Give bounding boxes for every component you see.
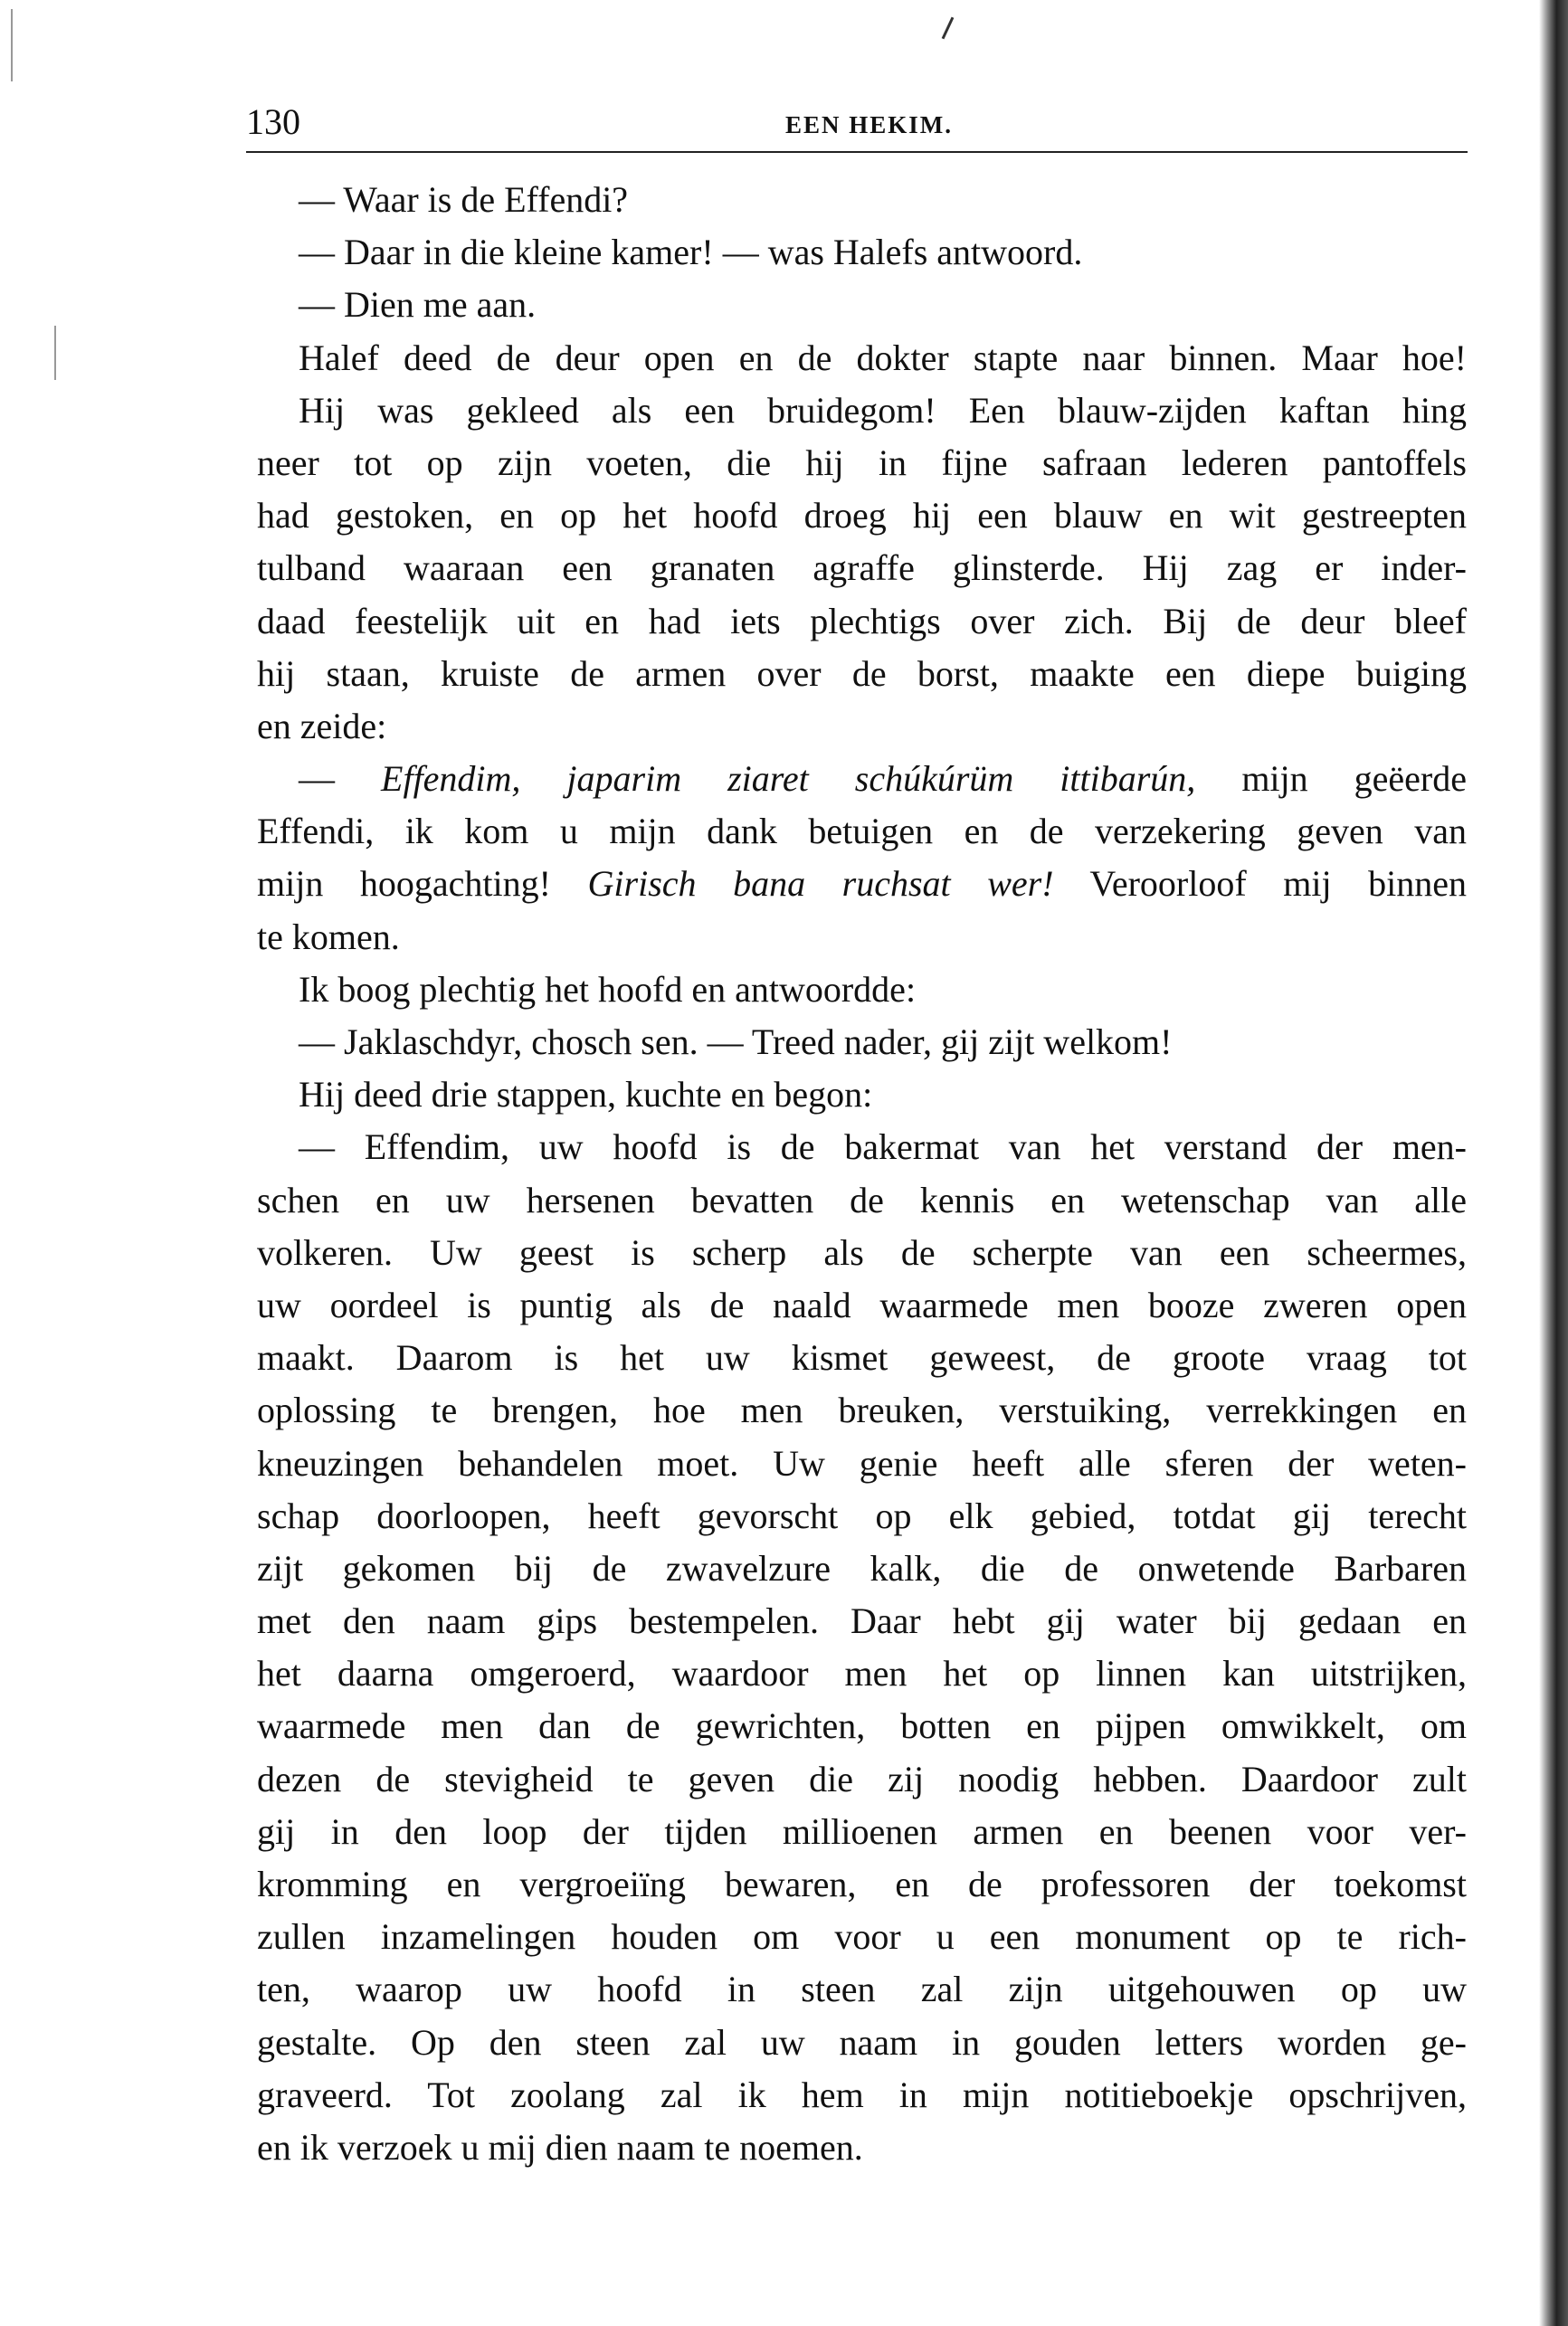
text-line	[257, 2017, 1467, 2069]
text-line	[257, 1490, 1467, 1543]
text-segment: uw oordeel is puntig als de naald waarmede men booze zweren open	[257, 1284, 1467, 1325]
text-segment: mijn geëerde	[1195, 758, 1467, 800]
text-line	[257, 1279, 1467, 1332]
page-number: 130	[246, 101, 300, 142]
text-line	[257, 1121, 1467, 1173]
text-line	[257, 1227, 1467, 1279]
scan-margin-mark	[54, 326, 56, 380]
text-line	[257, 542, 1467, 594]
text-segment: oplossing te brengen, hoe men breuken, verstuiking, verrekkingen en	[257, 1390, 1467, 1431]
text-line	[257, 174, 1467, 226]
text-segment: met den naam gips bestempelen. Daar hebt gij water bij gedaan en	[257, 1600, 1467, 1642]
text-segment: het daarna omgeroerd, waardoor men het op linnen kan uitstrijken,	[257, 1653, 1467, 1695]
text-line	[257, 753, 1467, 805]
text-segment: dezen de stevigheid te geven die zij noodig hebben. Daardoor zult	[257, 1758, 1467, 1799]
text-segment: — Waar is de Effendi?	[299, 179, 629, 220]
text-segment: Veroorloof mij binnen	[1053, 863, 1467, 905]
text-line	[257, 648, 1467, 700]
body-text	[257, 174, 1467, 2174]
header-rule	[246, 151, 1468, 153]
scan-margin-mark	[11, 9, 13, 81]
text-segment: mijn hoogachting!	[257, 863, 588, 905]
scan-pen-mark	[942, 17, 955, 40]
text-line	[257, 1753, 1467, 1806]
text-line	[257, 1911, 1467, 1963]
text-line	[257, 1384, 1467, 1437]
text-line	[257, 1700, 1467, 1752]
text-segment: — Daar in die kleine kamer! — was Halefs antwoord.	[299, 232, 1083, 273]
text-line	[257, 700, 1467, 753]
italic-text: Effendim, japarim ziaret schúkúrüm ittibarún,	[381, 758, 1196, 800]
text-segment: Ik boog plechtig het hoofd en antwoordde:	[299, 968, 917, 1010]
scan-edge-shadow	[1539, 0, 1568, 2326]
text-line	[257, 226, 1467, 279]
text-segment: — Dien me aan.	[299, 284, 537, 326]
text-line	[257, 1174, 1467, 1227]
text-segment: — Effendim, uw hoofd is de bakermat van het verstand der men-	[299, 1126, 1467, 1168]
text-line	[257, 2122, 1467, 2174]
text-line	[257, 1647, 1467, 1700]
text-line	[257, 332, 1467, 385]
text-line	[257, 1068, 1467, 1121]
text-segment: en ik verzoek u mij dien naam te noemen.	[257, 2126, 863, 2168]
text-segment: tulband waaraan een granaten agraffe glinsterde. Hij zag er inder-	[257, 547, 1467, 589]
text-segment: zijt gekomen bij de zwavelzure kalk, die de onwetende Barbaren	[257, 1547, 1467, 1589]
text-segment: had gestoken, en op het hoofd droeg hij een blauw en wit gestreepten	[257, 495, 1467, 536]
text-line	[257, 279, 1467, 331]
running-head: EEN HEKIM.	[785, 111, 954, 138]
text-segment: —	[299, 758, 382, 800]
text-line	[257, 1595, 1467, 1647]
text-segment: gij in den loop der tijden millioenen armen en beenen voor ver-	[257, 1810, 1467, 1852]
text-line	[257, 437, 1467, 489]
text-segment: zullen inzamelingen houden om voor u een monument op te rich-	[257, 1916, 1467, 1958]
text-segment: hij staan, kruiste de armen over de borst, maakte een diepe buiging	[257, 652, 1467, 694]
text-segment: kromming en vergroeiïng bewaren, en de professoren der toekomst	[257, 1864, 1467, 1904]
text-line	[257, 1806, 1467, 1858]
text-line	[257, 1543, 1467, 1595]
text-segment: kneuzingen behandelen moet. Uw genie heeft alle sferen der weten-	[257, 1442, 1467, 1484]
text-segment: Halef deed de deur open en de dokter stapte naar binnen. Maar hoe!	[299, 337, 1467, 378]
text-segment: Hij deed drie stappen, kuchte en begon:	[299, 1074, 873, 1116]
text-line	[257, 1332, 1467, 1384]
text-line	[257, 911, 1467, 964]
text-segment: volkeren. Uw geest is scherp als de scherpte van een scheermes,	[257, 1231, 1467, 1273]
text-segment: schen en uw hersenen bevatten de kennis en wetenschap van alle	[257, 1179, 1467, 1220]
text-line	[257, 595, 1467, 648]
text-segment: — Jaklaschdyr, chosch sen. — Treed nader, gij zijt welkom!	[299, 1021, 1173, 1062]
text-line	[257, 1963, 1467, 2016]
text-segment: te komen.	[257, 916, 400, 957]
text-line	[257, 1016, 1467, 1068]
text-line	[257, 489, 1467, 542]
text-line	[257, 1858, 1467, 1911]
text-segment: schap doorloopen, heeft gevorscht op elk gebied, totdat gij terecht	[257, 1495, 1467, 1536]
text-segment: maakt. Daarom is het uw kismet geweest, de groote vraag tot	[257, 1337, 1467, 1379]
text-line	[257, 385, 1467, 437]
text-segment: waarmede men dan de gewrichten, botten en pijpen omwikkelt, om	[257, 1705, 1467, 1747]
text-line	[257, 964, 1467, 1016]
text-segment: ten, waarop uw hoofd in steen zal zijn uitgehouwen op uw	[257, 1969, 1467, 2010]
text-line	[257, 858, 1467, 910]
text-segment: graveerd. Tot zoolang zal ik hem in mijn notitieboekje opschrijven,	[257, 2074, 1467, 2115]
italic-text: Girisch bana ruchsat wer!	[587, 863, 1054, 905]
text-line	[257, 1438, 1467, 1490]
text-segment: Hij was gekleed als een bruidegom! Een blauw-zijden kaftan hing	[299, 389, 1467, 431]
text-segment: daad feestelijk uit en had iets plechtigs over zich. Bij de deur bleef	[257, 600, 1467, 641]
text-line	[257, 805, 1467, 858]
text-segment: Effendi, ik kom u mijn dank betuigen en de verzekering geven van	[257, 811, 1467, 852]
text-segment: gestalte. Op den steen zal uw naam in gouden letters worden ge-	[257, 2021, 1467, 2063]
text-line	[257, 2069, 1467, 2122]
text-segment: neer tot op zijn voeten, die hij in fijne safraan lederen pantoffels	[257, 441, 1467, 483]
text-segment: en zeide:	[257, 705, 387, 746]
